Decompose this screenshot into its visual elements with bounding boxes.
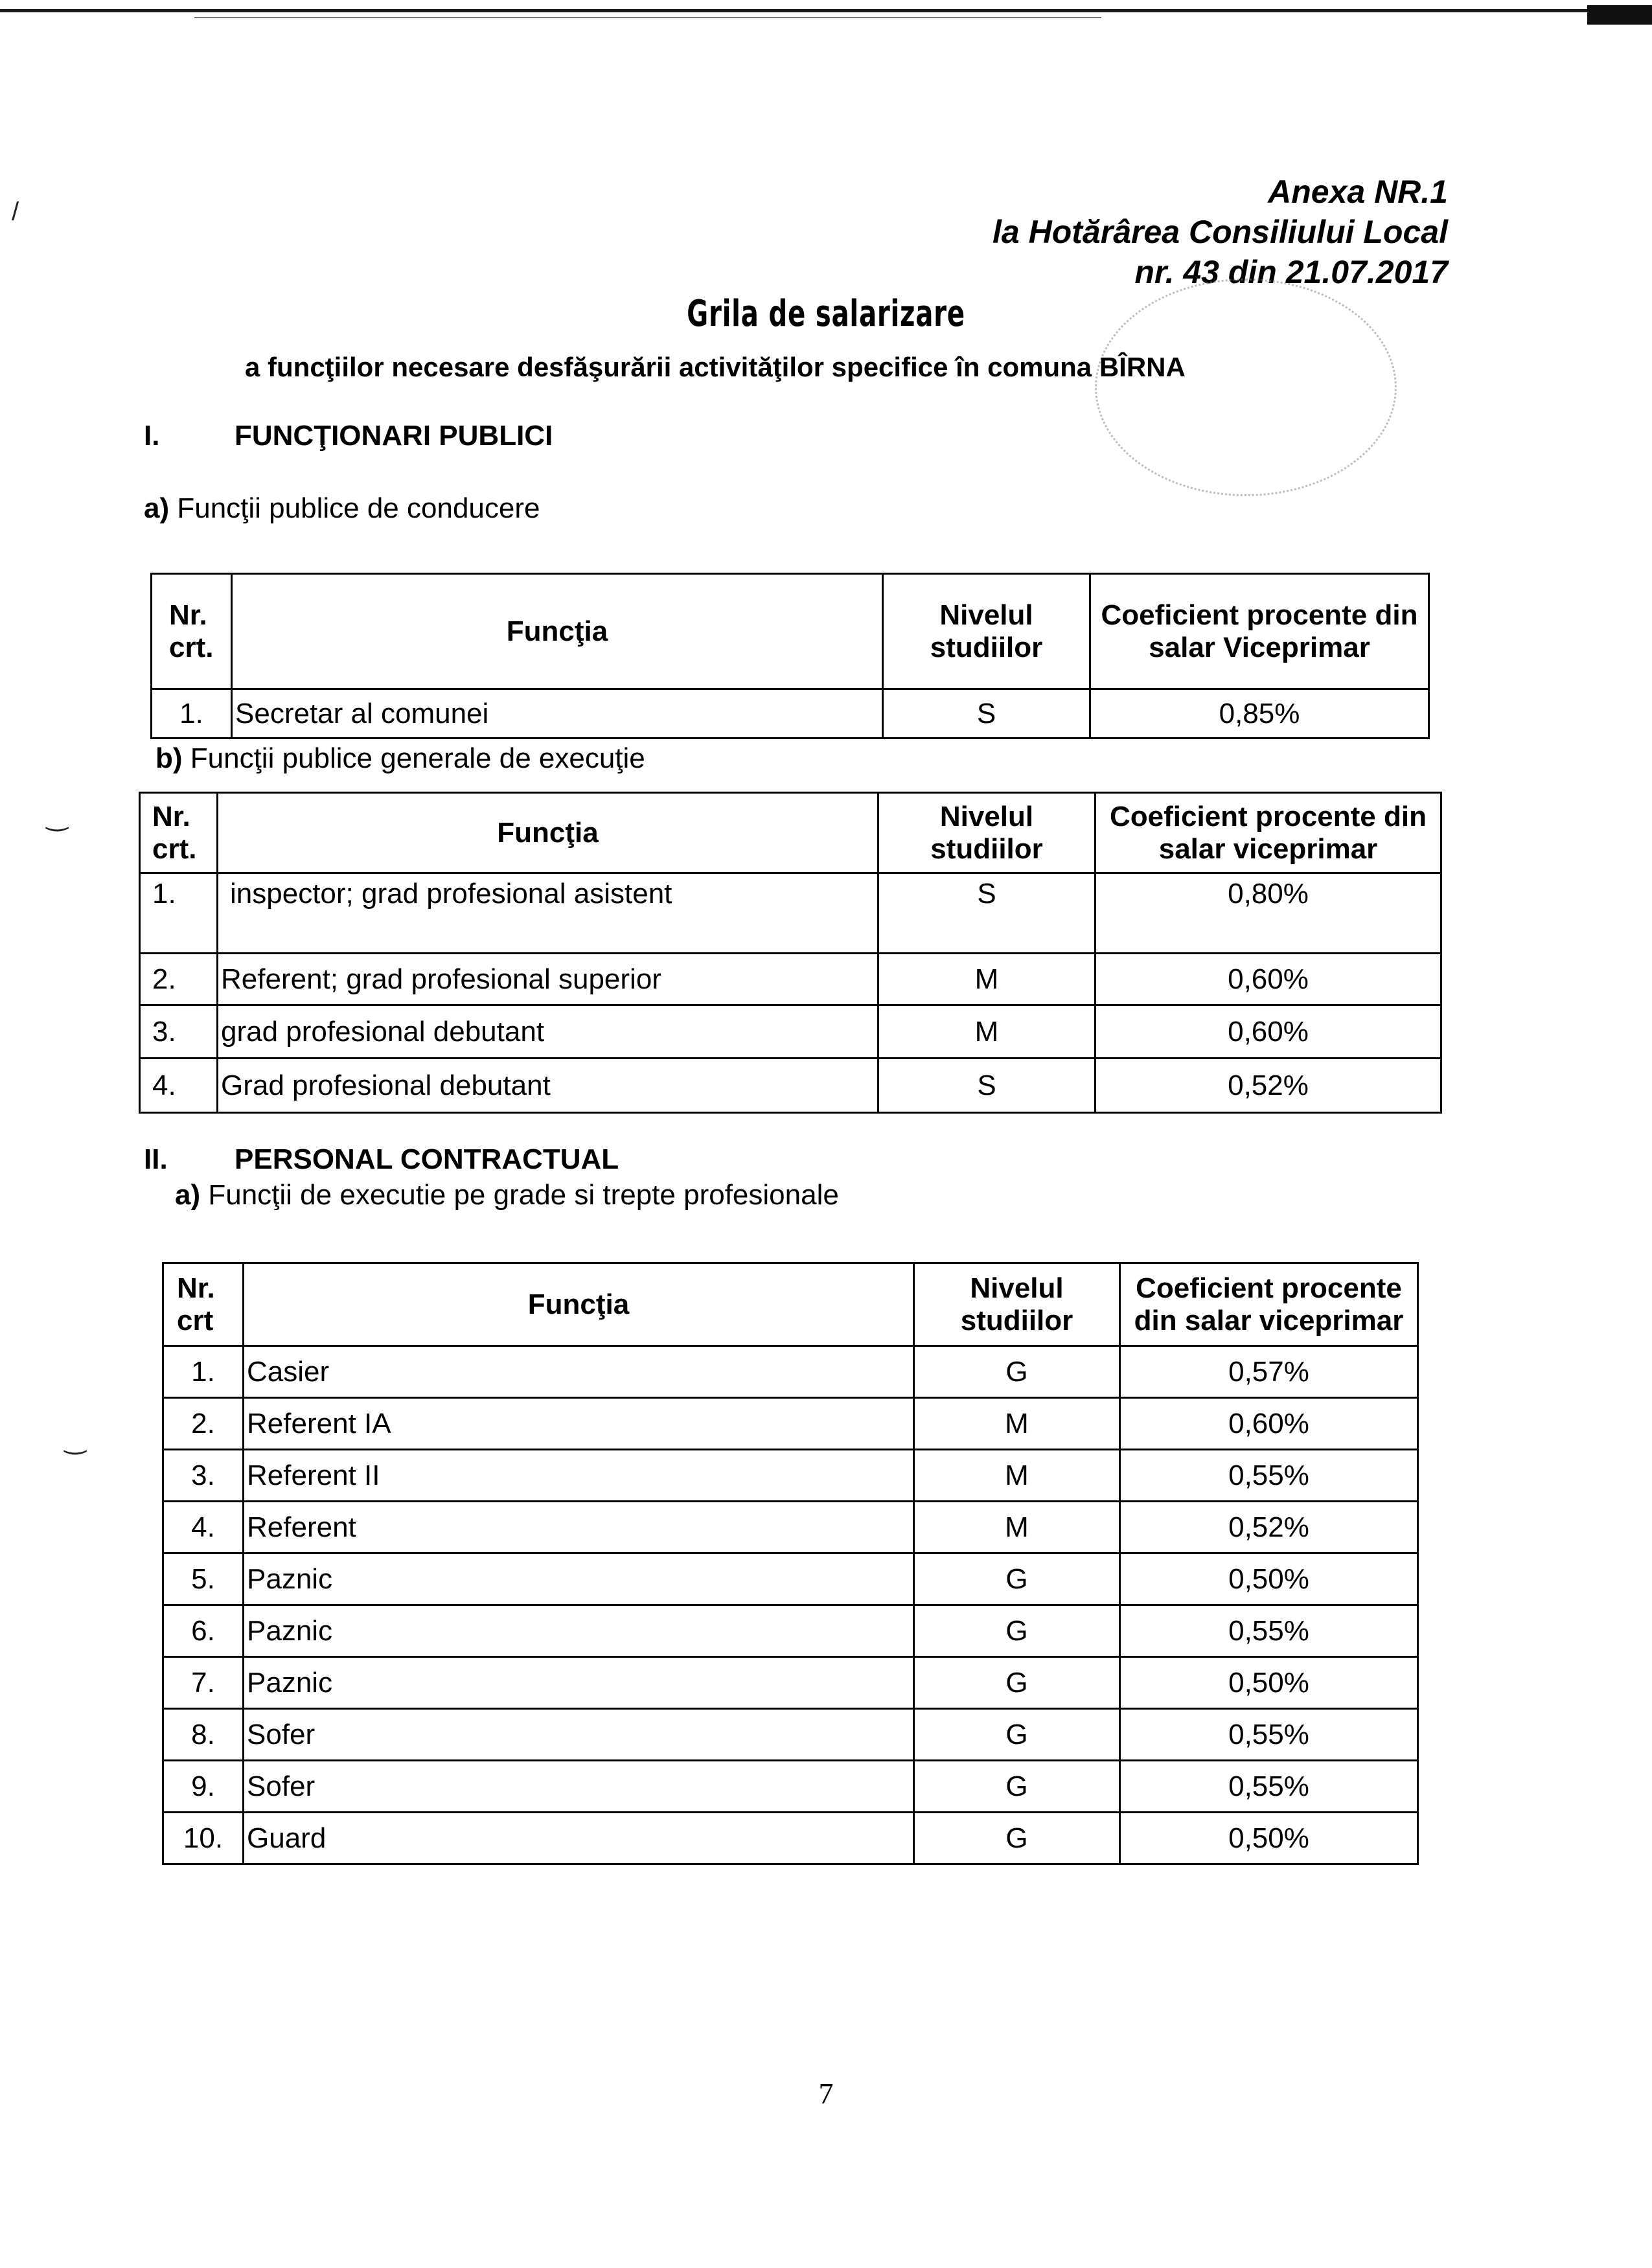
cell-nr: 2. [140,954,218,1005]
cell-coefficient: 0,55% [1120,1709,1418,1761]
document-subtitle: a funcţiilor necesare desfăşurării activităţilor specifice în comuna BÎRNA [245,352,1186,382]
cell-coefficient: 0,55% [1120,1450,1418,1502]
cell-coefficient: 0,55% [1120,1605,1418,1657]
cell-nr: 9. [163,1761,244,1813]
subsection-1b-letter: b) [155,742,183,774]
cell-coefficient: 0,50% [1120,1553,1418,1605]
cell-function: Paznic [244,1605,914,1657]
cell-nr: 6. [163,1605,244,1657]
table-row [140,1059,1441,1113]
table-public-management [150,573,1430,739]
cell-coefficient: 0,55% [1120,1761,1418,1813]
table-row [163,1761,1418,1813]
cell-study-level: M [878,954,1096,1005]
table-row [163,1553,1418,1605]
document-title: Grila de salarizare [687,293,965,335]
cell-function: Guard [244,1813,914,1864]
header-nr-crt: Nr. crt. [152,574,232,689]
table-public-execution [139,792,1442,1114]
cell-study-level: G [914,1657,1120,1709]
annex-line-1: Anexa NR.1 [1268,174,1448,210]
cell-function: Sofer [244,1761,914,1813]
scan-mark: ‿ [47,803,68,831]
section-2-number: II. [144,1143,168,1175]
cell-coefficient: 0,57% [1120,1346,1418,1398]
cell-coefficient: 0,85% [1090,689,1429,739]
cell-study-level: M [878,1005,1096,1059]
cell-study-level: M [914,1450,1120,1502]
cell-function: grad profesional debutant [218,1005,878,1059]
cell-coefficient: 0,60% [1120,1398,1418,1450]
header-nivel-studii: Nivelul studiilor [914,1263,1120,1346]
cell-function: Casier [244,1346,914,1398]
cell-coefficient: 0,60% [1096,1005,1441,1059]
section-1-number: I. [144,420,160,452]
header-functia: Funcţia [232,574,883,689]
annex-reference [992,172,1448,292]
subsection-1a-heading [144,492,540,525]
cell-function: Referent II [244,1450,914,1502]
cell-study-level: S [878,1059,1096,1113]
subsection-1b-text: Funcţii publice generale de execuţie [190,742,645,774]
cell-study-level: G [914,1605,1120,1657]
subsection-1a-letter: a) [144,492,170,524]
cell-study-level: S [878,873,1096,954]
cell-function: inspector; grad profesional asistent [218,873,878,954]
section-2-heading [144,1143,619,1176]
table-header-row [140,793,1441,873]
table-header-row [163,1263,1418,1346]
header-functia: Funcţia [244,1263,914,1346]
cell-function: Grad profesional debutant [218,1059,878,1113]
cell-study-level: G [914,1813,1120,1864]
page-number: 7 [818,2077,834,2110]
header-coeficient: Coeficient procente din salar Viceprimar [1090,574,1429,689]
table-row [140,873,1441,954]
header-nivel-studii: Nivelul studiilor [878,793,1096,873]
table-body [163,1346,1418,1864]
header-coeficient: Coeficient procente din salar viceprimar [1096,793,1441,873]
cell-nr: 3. [140,1005,218,1059]
cell-nr: 4. [140,1059,218,1113]
cell-function: Referent [244,1502,914,1553]
section-2-title: PERSONAL CONTRACTUAL [235,1143,619,1175]
section-1-title: FUNCŢIONARI PUBLICI [235,420,553,452]
cell-coefficient: 0,50% [1120,1657,1418,1709]
cell-study-level: S [883,689,1090,739]
table-row [152,689,1429,739]
scan-border-line [194,17,1101,18]
table-row [163,1813,1418,1864]
subsection-2a-heading [175,1179,839,1211]
cell-nr: 2. [163,1398,244,1450]
table-row [163,1346,1418,1398]
annex-line-2: la Hotărârea Consiliului Local [992,214,1448,250]
header-coeficient: Coeficient procente din salar viceprimar [1120,1263,1418,1346]
table-row [163,1398,1418,1450]
table-row [163,1657,1418,1709]
header-nr-crt: Nr. crt. [140,793,218,873]
section-1-heading [144,420,553,452]
cell-coefficient: 0,60% [1096,954,1441,1005]
cell-function: Secretar al comunei [232,689,883,739]
cell-function: Paznic [244,1553,914,1605]
cell-coefficient: 0,52% [1096,1059,1441,1113]
table-row [140,954,1441,1005]
table-row [163,1450,1418,1502]
subsection-2a-letter: a) [175,1179,201,1211]
cell-coefficient: 0,50% [1120,1813,1418,1864]
cell-function: Referent; grad profesional superior [218,954,878,1005]
cell-study-level: M [914,1502,1120,1553]
cell-nr: 10. [163,1813,244,1864]
cell-nr: 5. [163,1553,244,1605]
cell-function: Sofer [244,1709,914,1761]
header-nivel-studii: Nivelul studiilor [883,574,1090,689]
cell-study-level: M [914,1398,1120,1450]
cell-nr: 1. [163,1346,244,1398]
cell-study-level: G [914,1761,1120,1813]
cell-study-level: G [914,1709,1120,1761]
header-nr-crt: Nr. crt [163,1263,244,1346]
cell-nr: 7. [163,1657,244,1709]
cell-function: Paznic [244,1657,914,1709]
subsection-1b-heading [155,742,645,775]
cell-nr: 8. [163,1709,244,1761]
cell-study-level: G [914,1553,1120,1605]
cell-study-level: G [914,1346,1120,1398]
scan-border-top [0,9,1652,12]
cell-coefficient: 0,80% [1096,873,1441,954]
cell-nr: 3. [163,1450,244,1502]
table-row [140,1005,1441,1059]
cell-coefficient: 0,52% [1120,1502,1418,1553]
scan-mark: / [12,198,19,226]
scan-artifact [1587,5,1652,25]
cell-nr: 4. [163,1502,244,1553]
table-contract-staff [162,1262,1419,1865]
header-functia: Funcţia [218,793,878,873]
annex-line-3: nr. 43 din 21.07.2017 [1134,254,1448,290]
table-header-row [152,574,1429,689]
cell-nr: 1. [140,873,218,954]
scan-mark: ‿ [65,1426,86,1454]
table-row [163,1605,1418,1657]
table-row [163,1502,1418,1553]
subsection-2a-text: Funcţii de executie pe grade si trepte profesionale [208,1179,839,1211]
cell-nr: 1. [152,689,232,739]
subsection-1a-text: Funcţii publice de conducere [177,492,540,524]
table-row [163,1709,1418,1761]
cell-function: Referent IA [244,1398,914,1450]
